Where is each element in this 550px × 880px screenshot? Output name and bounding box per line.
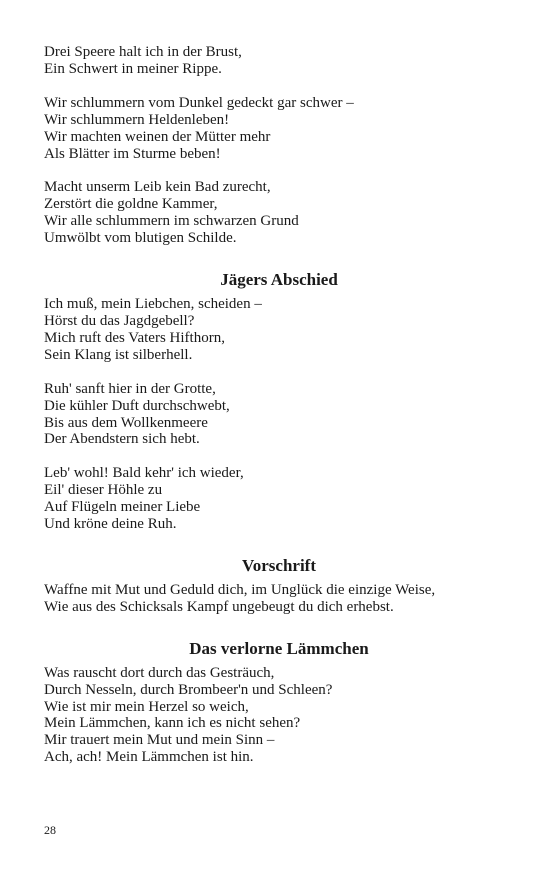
verse-line: Wie aus des Schicksals Kampf ungebeugt du dich erhebst. xyxy=(44,598,394,615)
verse-line: Hörst du das Jagdgebell? xyxy=(44,312,195,329)
verse-line: Ruh' sanft hier in der Grotte, xyxy=(44,380,216,397)
verse-line: Mich ruft des Vaters Hifthorn, xyxy=(44,329,225,346)
verse-line: Leb' wohl! Bald kehr' ich wieder, xyxy=(44,465,244,482)
verse-line: Ich muß, mein Liebchen, scheiden – xyxy=(44,296,262,313)
verse-line: Auf Flügeln meiner Liebe xyxy=(44,499,201,516)
poem-title: Das verlorne Lämmchen xyxy=(189,638,369,658)
verse-line: Ein Schwert in meiner Rippe. xyxy=(44,60,222,77)
stanza xyxy=(44,582,514,616)
verse-line: Bis aus dem Wollkenmeere xyxy=(44,414,208,431)
verse-line: Macht unserm Leib kein Bad zurecht, xyxy=(44,179,271,196)
verse-line: Als Blätter im Sturme beben! xyxy=(44,145,221,162)
verse-line: Wir machten weinen der Mütter mehr xyxy=(44,128,271,145)
verse-line: Drei Speere halt ich in der Brust, xyxy=(44,44,242,60)
page-number: 28 xyxy=(44,823,56,837)
verse-line: Eil' dieser Höhle zu xyxy=(44,482,163,499)
poem-jaegers-abschied xyxy=(44,264,514,533)
verse-line: Wir schlummern vom Dunkel gedeckt gar schwer – xyxy=(44,94,354,111)
stanza xyxy=(44,95,514,163)
verse-line: Ach, ach! Mein Lämmchen ist hin. xyxy=(44,749,254,766)
verse-line: Wir schlummern Heldenleben! xyxy=(44,111,230,128)
verse-line: Wir alle schlummern im schwarzen Grund xyxy=(44,213,299,230)
verse-line: Waffne mit Mut und Geduld dich, im Unglück die einzige Weise, xyxy=(44,581,436,598)
verse-line: Durch Nesseln, durch Brombeer'n und Schleen? xyxy=(44,681,333,698)
verse-line: Mir trauert mein Mut und mein Sinn – xyxy=(44,732,275,749)
verse-line: Und kröne deine Ruh. xyxy=(44,516,177,533)
poem-title: Jägers Abschied xyxy=(220,270,338,290)
verse-line: Zerstört die goldne Kammer, xyxy=(44,196,218,213)
verse-line: Sein Klang ist silberhell. xyxy=(44,346,193,363)
verse-line: Die kühler Duft durchschwebt, xyxy=(44,397,230,414)
stanza xyxy=(44,465,514,533)
poem-das-verlorne-laemmchen xyxy=(44,633,514,766)
poem-continuation xyxy=(44,44,514,247)
poem-vorschrift xyxy=(44,550,514,616)
page-body xyxy=(44,44,514,783)
verse-line: Was rauscht dort durch das Gesträuch, xyxy=(44,664,275,681)
stanza xyxy=(44,381,514,449)
stanza xyxy=(44,665,514,766)
verse-line: Mein Lämmchen, kann ich es nicht sehen? xyxy=(44,715,301,732)
verse-line: Umwölbt vom blutigen Schilde. xyxy=(44,230,237,247)
verse-line: Wie ist mir mein Herzel so weich, xyxy=(44,698,249,715)
poem-title: Vorschrift xyxy=(242,555,316,575)
stanza xyxy=(44,296,514,364)
stanza xyxy=(44,44,514,78)
verse-line: Der Abendstern sich hebt. xyxy=(44,431,200,448)
stanza xyxy=(44,179,514,247)
